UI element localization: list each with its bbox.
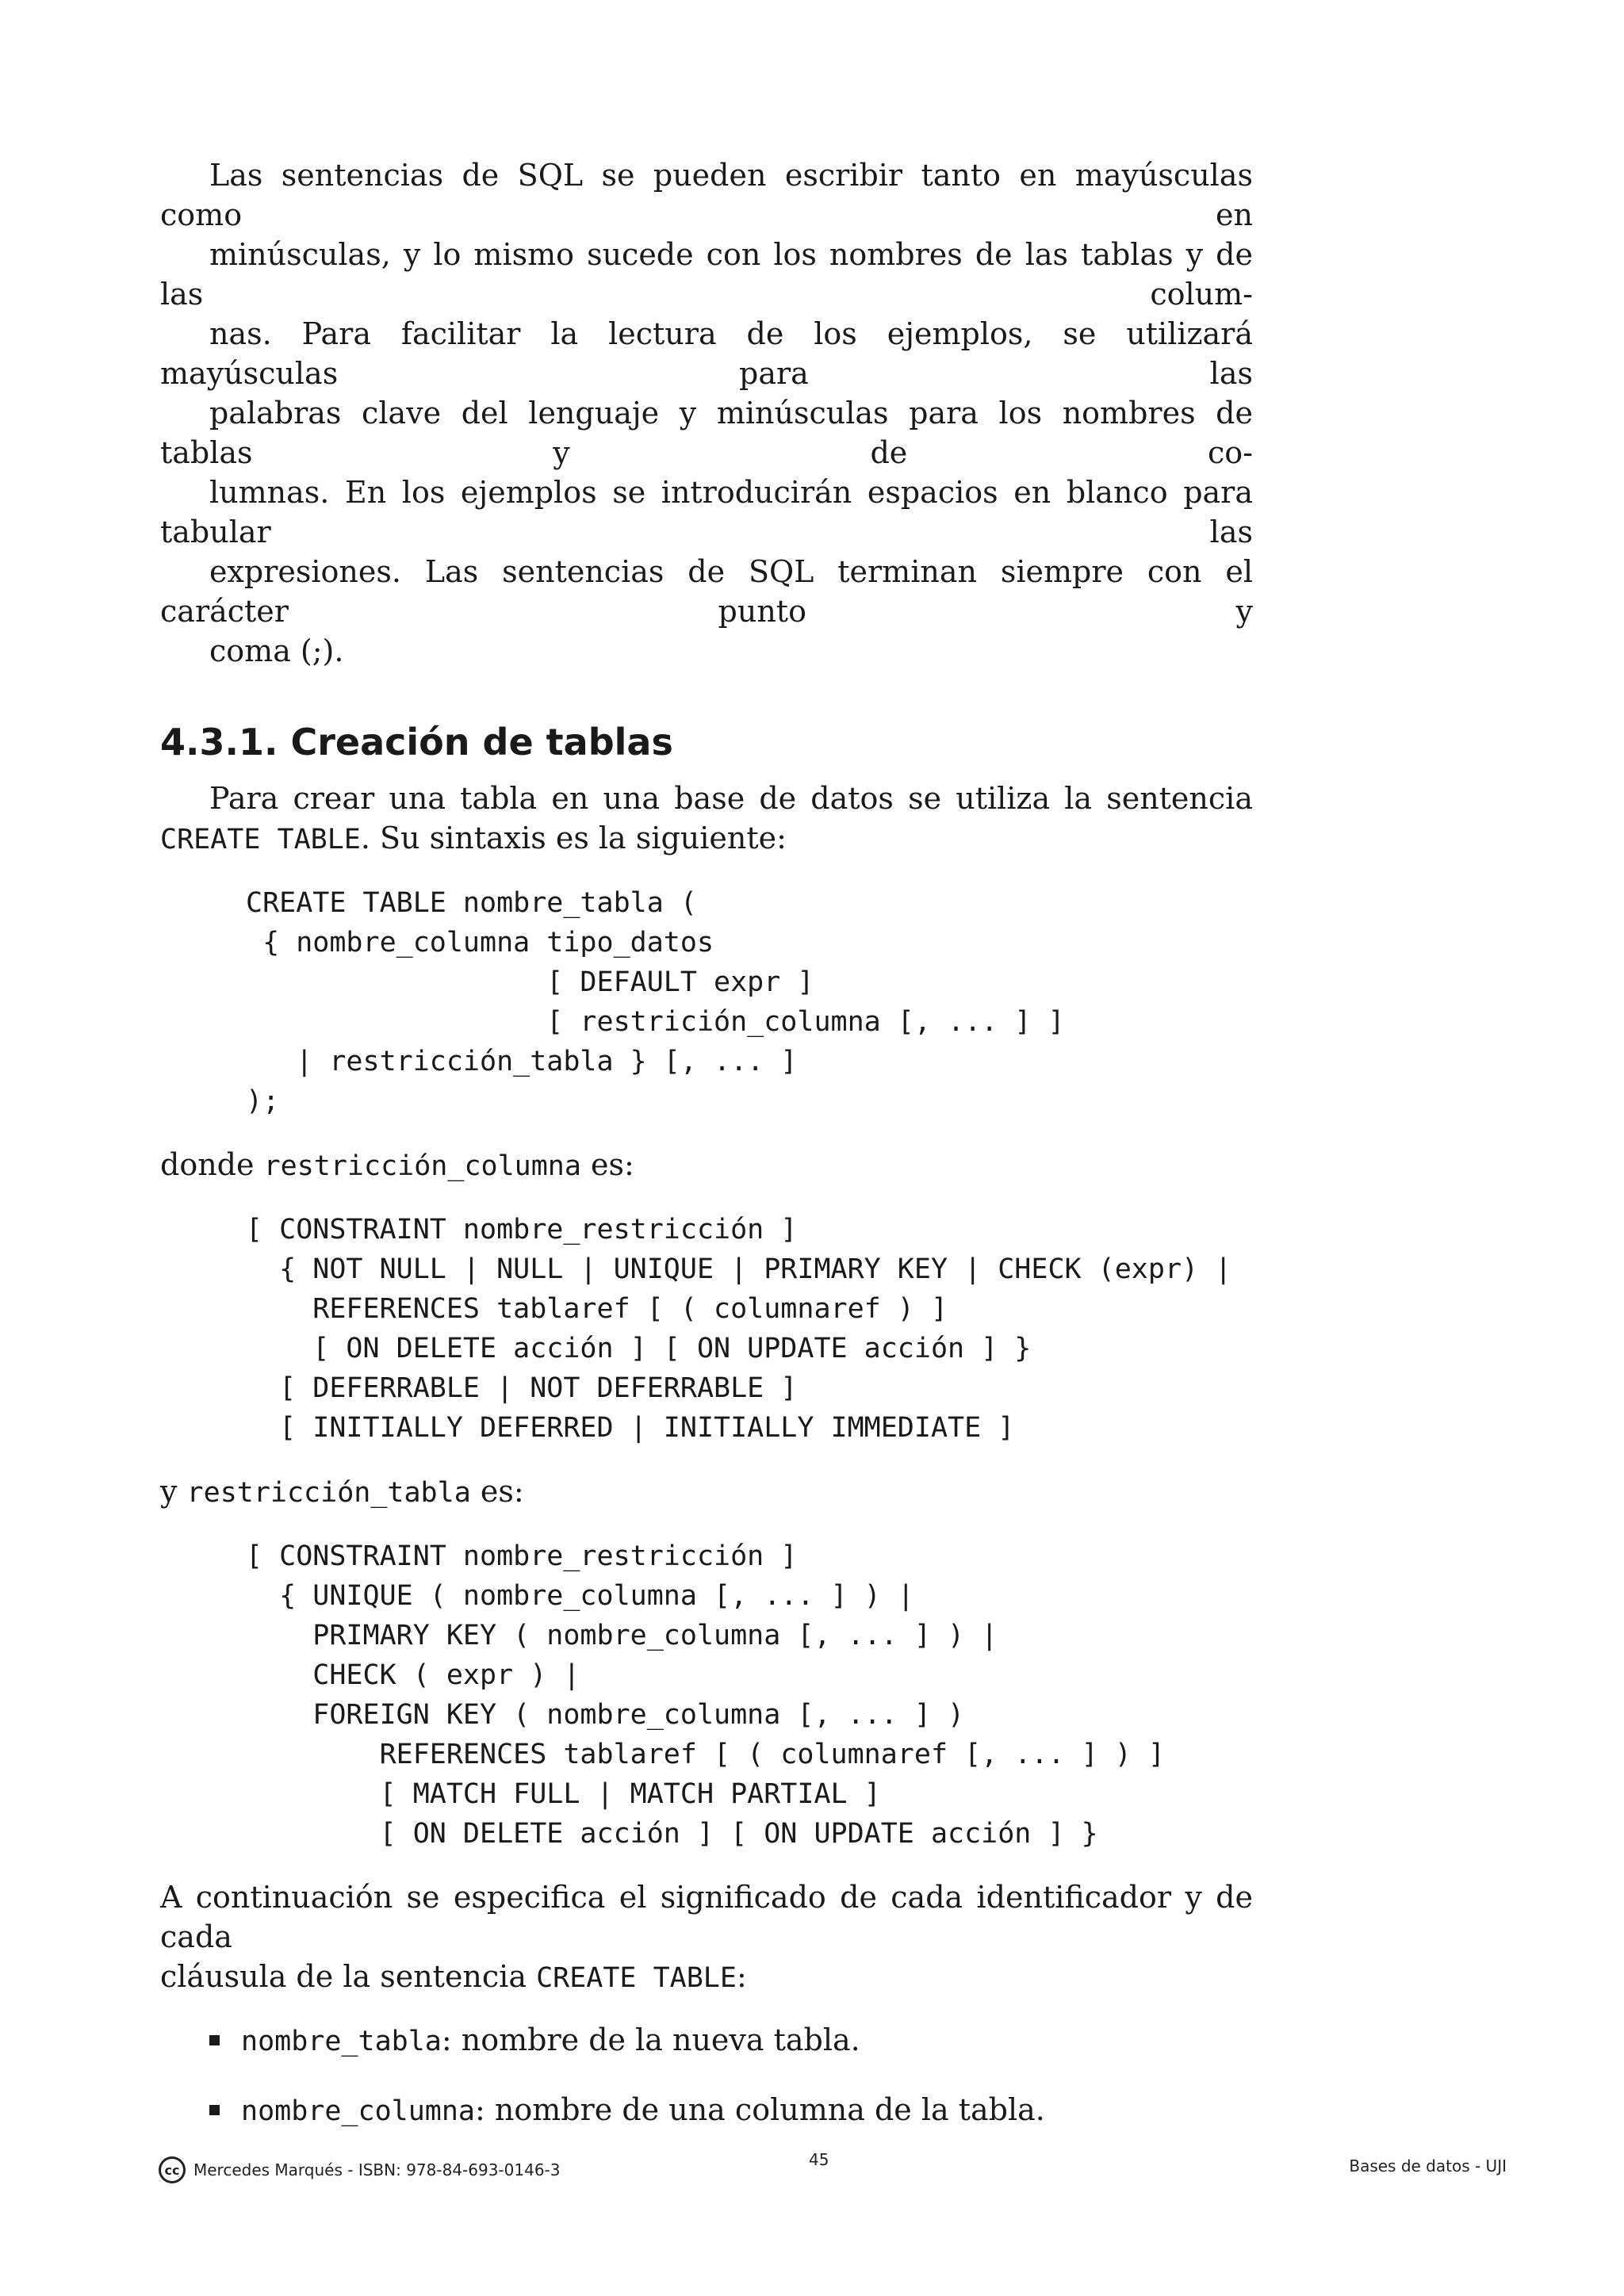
footer-author: Mercedes Marqués - ISBN: 978-84-693-0146-3 [193,2160,561,2179]
intro-line: palabras clave del lenguaje y minúsculas para los nombres de tablas y de co- [160,396,1253,470]
clauses-paragraph [160,1877,1253,1998]
page-body [160,155,1253,2160]
identifier-list [160,2020,1253,2131]
bullet-icon [209,2105,220,2115]
paragraph-text: : [736,1959,747,1994]
intro-line: expresiones. Las sentencias de SQL terminan siempre con el carácter punto y [160,554,1253,629]
paragraph-text: es: [470,1474,524,1509]
paragraph-line [160,1957,1253,1998]
intro-line: minúsculas, y lo mismo sucede con los nombres de las tablas y de las colum- [160,237,1253,312]
inline-code: CREATE TABLE [536,1962,737,1994]
bullet-icon [209,2035,220,2045]
column-constraint-code-block: [ CONSTRAINT nombre_restricción ] { NOT NULL | NULL | UNIQUE | PRIMARY KEY | CHECK (expr) | REFERENCES tablaref [ ( columnaref ) ] [ ON DELETE acción ] [ ON UPDATE acción ] } [ DEFERRABLE | NOT DEFERRABLE ] [ INITIALLY DEFERRED | INITIALLY IMMEDIATE ] [246,1214,1232,1444]
paragraph-text: cláusula de la sentencia [160,1959,537,1994]
page-number: 45 [809,2150,829,2169]
intro-line: Las sentencias de SQL se pueden escribir tanto en mayúsculas como en [160,158,1253,232]
inline-code: nombre_tabla [241,2026,442,2057]
paragraph-text: donde [160,1147,264,1182]
list-item-text: : nombre de la nueva tabla. [441,2022,860,2057]
section-heading: 4.3.1. Creación de tablas [160,721,673,763]
paragraph-text: Para crear una tabla en una base de datos se utiliza la sentencia [209,781,1253,816]
paragraph-text: y [160,1474,187,1509]
syntax-code-block: CREATE TABLE nombre_tabla ( { nombre_columna tipo_datos [ DEFAULT expr ] [ restrición_columna [, ... ] ] | restricción_tabla } [, ... ] ); [246,887,1065,1117]
list-item [160,2020,1253,2061]
table-constraint-intro [160,1471,1253,1513]
intro-line: lumnas. En los ejemplos se introducirán espacios en blanco para tabular las [160,475,1253,549]
paragraph-line: A continuación se especifica el significado de cada identificador y de cada [160,1880,1253,1954]
list-item [160,2090,1253,2131]
inline-code: restricción_tabla [186,1477,471,1509]
footer-title: Bases de datos - UJI [1349,2156,1507,2175]
intro-paragraph [160,155,1253,671]
creative-commons-icon: cc [159,2156,186,2183]
footer-left [159,2156,561,2183]
paragraph-text: es: [580,1147,634,1182]
intro-line: nas. Para facilitar la lectura de los ejemplos, se utilizará mayúsculas para las [160,316,1253,391]
column-constraint-intro [160,1145,1253,1186]
table-constraint-code-block: [ CONSTRAINT nombre_restricción ] { UNIQUE ( nombre_columna [, ... ] ) | PRIMARY KEY ( nombre_columna [, ... ] ) | CHECK ( expr ) | FOREIGN KEY ( nombre_columna [, ... ] ) REFERENCES tablaref [ ( columnaref [, ... ] ) ] [ MATCH FULL | MATCH PARTIAL ] [ ON DELETE acción ] [ ON UPDATE acción ] } [246,1540,1165,1850]
inline-code: nombre_columna [241,2095,476,2127]
inline-code: restricción_columna [263,1150,581,1182]
list-item-text: : nombre de una columna de la tabla. [475,2092,1045,2127]
intro-line: coma (;). [209,633,344,668]
inline-code: CREATE TABLE [160,824,361,855]
create-table-paragraph [160,779,1253,859]
paragraph-text: . Su sintaxis es la siguiente: [360,821,787,855]
